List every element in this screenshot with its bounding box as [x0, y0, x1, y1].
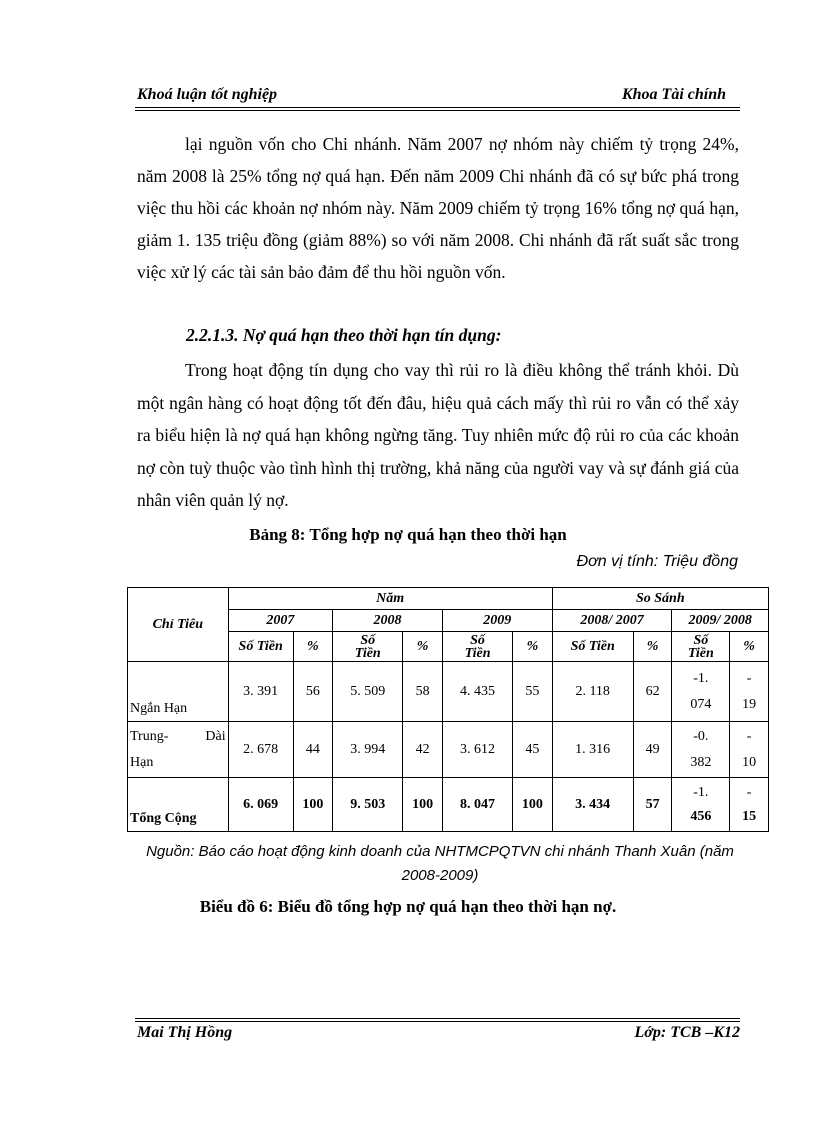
col-sotien: Số Tiền — [228, 632, 293, 662]
cell: 57 — [633, 778, 672, 832]
cell: 44 — [293, 722, 332, 778]
footer-rule — [135, 1018, 740, 1019]
cell: 58 — [403, 662, 442, 722]
cell: - 19 — [730, 662, 769, 722]
table-row — [128, 662, 769, 722]
footer-author: Mai Thị Hồng — [137, 1024, 233, 1041]
paragraph-1: lại nguồn vốn cho Chi nhánh. Năm 2007 nợ nhóm này chiếm tỷ trọng 24%, năm 2008 là 25% tổng nợ quá hạn. Đến năm 2009 Chi nhánh đã có sự bức phá trong việc thu hồi các khoản nợ nhóm này. Năm 2009 chiếm tỷ trọng 16% tổng nợ quá hạn, giảm 1. 135 triệu đồng (giảm 88%) so với năm 2008. Chi nhánh đã rất suất sắc trong việc xử lý các tài sản bảo đảm để thu hồi nguồn vốn. — [137, 134, 739, 282]
col-pct: % — [403, 632, 442, 662]
col-pct: % — [730, 632, 769, 662]
table-row — [128, 722, 769, 778]
row-label: Tổng Cộng — [128, 778, 229, 832]
col-sotien-stacked: Số Tiền — [442, 632, 512, 662]
header-rule-double — [135, 110, 740, 111]
cell: 6. 069 — [228, 778, 293, 832]
cell: 56 — [293, 662, 332, 722]
year-2008: 2008 — [333, 610, 443, 632]
col-pct: % — [513, 632, 552, 662]
cell: 9. 503 — [333, 778, 403, 832]
cell: 1. 316 — [552, 722, 633, 778]
header-sosanh: So Sánh — [552, 588, 768, 610]
paragraph-2: Trong hoạt động tín dụng cho vay thì rủi ro là điều không thể tránh khỏi. Dù một ngân hàng có hoạt động tốt đến đâu, hiệu quả cách mấy thì rủi ro vẫn có thể xảy ra biểu hiện là nợ quá hạn không ngừng tăng. Tuy nhiên mức độ rủi ro của các khoản nợ còn tuỳ thuộc vào tình hình thị trường, khả năng của người vay và sự đánh giá của nhân viên quản lý nợ. — [137, 360, 739, 510]
cell: 8. 047 — [442, 778, 512, 832]
year-2007: 2007 — [228, 610, 332, 632]
col-pct: % — [293, 632, 332, 662]
cell: 49 — [633, 722, 672, 778]
cell: 3. 391 — [228, 662, 293, 722]
col-sotien-stacked: Số Tiền — [672, 632, 730, 662]
section-subheading: 2.2.1.3. Nợ quá hạn theo thời hạn tín dụng: — [186, 325, 502, 345]
cell: -0. 382 — [672, 722, 730, 778]
year-2009: 2009 — [442, 610, 552, 632]
cell: -1. 074 — [672, 662, 730, 722]
row-label: Ngắn Hạn — [128, 662, 229, 722]
footer-rule-double — [135, 1021, 740, 1022]
cell: - 10 — [730, 722, 769, 778]
cell: 3. 612 — [442, 722, 512, 778]
row-label: Trung- Dài Hạn — [128, 722, 229, 778]
overdue-debt-table — [127, 587, 769, 832]
table-unit: Đơn vị tính: Triệu đồng — [576, 553, 738, 570]
cell: 100 — [403, 778, 442, 832]
col-sotien-stacked: Số Tiền — [333, 632, 403, 662]
cell: 3. 994 — [333, 722, 403, 778]
cell: 100 — [513, 778, 552, 832]
cell: 42 — [403, 722, 442, 778]
chart-title: Biểu đồ 6: Biểu đồ tổng hợp nợ quá hạn theo thời hạn nợ. — [199, 897, 617, 916]
cell: 3. 434 — [552, 778, 633, 832]
cell: 45 — [513, 722, 552, 778]
header-thesis-title: Khoá luận tốt nghiệp — [137, 86, 278, 103]
footer-class: Lớp: TCB –K12 — [634, 1024, 740, 1041]
compare-2008-2007: 2008/ 2007 — [552, 610, 672, 632]
col-pct: % — [633, 632, 672, 662]
page-header — [135, 86, 740, 108]
table-title: Bảng 8: Tổng hợp nợ quá hạn theo thời hạn — [249, 525, 567, 544]
header-rule — [135, 107, 740, 108]
cell: 2. 678 — [228, 722, 293, 778]
cell: 100 — [293, 778, 332, 832]
cell: 55 — [513, 662, 552, 722]
header-nam: Năm — [228, 588, 552, 610]
header-faculty: Khoa Tài chính — [621, 86, 726, 103]
compare-2009-2008: 2009/ 2008 — [672, 610, 769, 632]
header-chitieu: Chỉ Tiêu — [128, 588, 229, 662]
cell: -1. 456 — [672, 778, 730, 832]
cell: 5. 509 — [333, 662, 403, 722]
table-row-total — [128, 778, 769, 832]
col-sotien: Số Tiền — [552, 632, 633, 662]
cell: 4. 435 — [442, 662, 512, 722]
cell: - 15 — [730, 778, 769, 832]
cell: 2. 118 — [552, 662, 633, 722]
cell: 62 — [633, 662, 672, 722]
table-source: Nguồn: Báo cáo hoạt động kinh doanh của NHTMCPQTVN chi nhánh Thanh Xuân (năm 2008-2009) — [146, 843, 734, 884]
